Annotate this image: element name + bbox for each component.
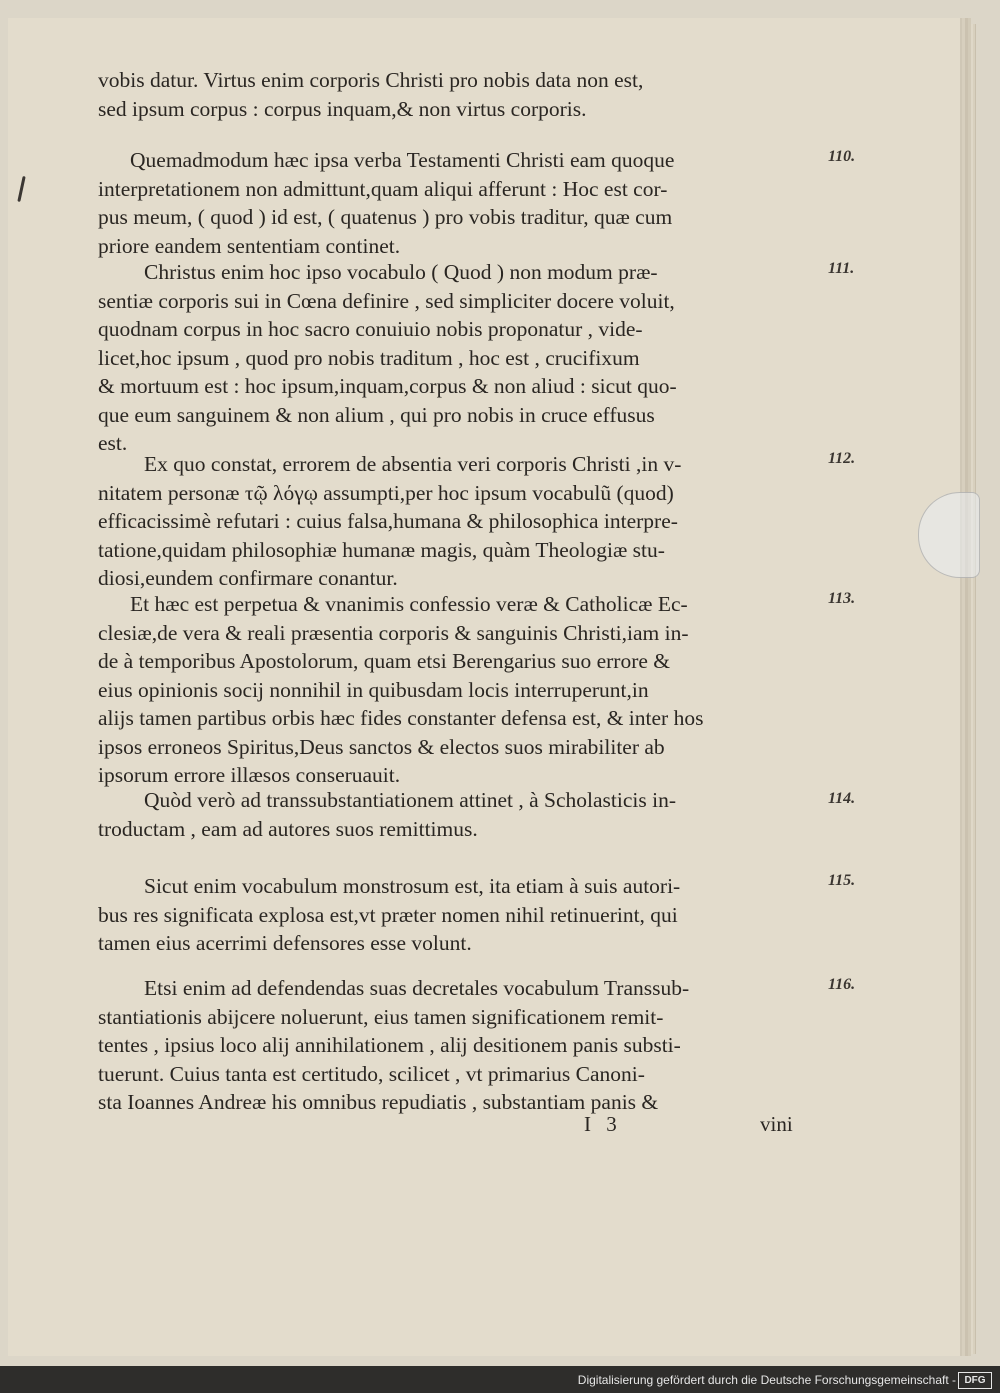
paragraph-110 <box>98 146 798 260</box>
text-line: & mortuum est : hoc ipsum,inquam,corpus & non aliud : sicut quo- <box>98 374 677 398</box>
text-line: priore eandem sententiam continet. <box>98 233 401 258</box>
text-line: Quemadmodum hæc ipsa verba Testamenti Christi eam quoque <box>130 148 675 172</box>
text-line: stantiationis abijcere noluerunt, eius tamen significationem remit- <box>98 1004 664 1029</box>
margin-number-110: 110. <box>828 148 856 165</box>
text-line: troductam , eam ad autores suos remittimus. <box>98 816 478 841</box>
text-line: eius opinionis socij nonnihil in quibusdam locis interruperunt,in <box>98 677 649 702</box>
text-line: ipsorum errore illæsos conseruauit. <box>98 763 401 787</box>
text-line: licet,hoc ipsum , quod pro nobis traditum , hoc est , crucifixum <box>98 345 640 370</box>
text-line: pus meum, ( quod ) id est, ( quatenus ) pro vobis traditur, quæ cum <box>98 205 673 229</box>
text-line: Christus enim hoc ipso vocabulo ( Quod ) non modum præ- <box>144 260 658 284</box>
footer-credit: Digitalisierung gefördert durch die Deutsche Forschungsgemeinschaft - <box>577 1373 956 1387</box>
dfg-logo: DFG <box>958 1372 992 1389</box>
margin-number-111: 111. <box>828 260 855 277</box>
text-line: que eum sanguinem & non alium , qui pro nobis in cruce effusus <box>98 402 655 427</box>
text-line: tentes , ipsius loco alij annihilationem , alij desitionem panis substi- <box>98 1033 681 1057</box>
text-line: Quòd verò ad transsubstantiationem attinet , à Scholasticis in- <box>144 788 677 812</box>
text-line: bus res significata explosa est,vt præter nomen nihil retinuerint, qui <box>98 902 678 927</box>
text-line: alijs tamen partibus orbis hæc fides constanter defensa est, & inter hos <box>98 706 704 730</box>
text-line: de à temporibus Apostolorum, quam etsi Berengarius suo errore & <box>98 649 671 673</box>
text-line: Ex quo constat, errorem de absentia veri corporis Christi ,in v- <box>144 452 682 476</box>
text-line: sed ipsum corpus : corpus inquam,& non virtus corporis. <box>98 96 587 121</box>
text-line: interpretationem non admittunt,quam aliqui afferunt : Hoc est cor- <box>98 176 668 201</box>
text-line: vobis datur. Virtus enim corporis Christi pro nobis data non est, <box>98 68 644 92</box>
catchword: vini <box>760 1112 793 1136</box>
paragraph-115 <box>98 872 798 958</box>
text-line: sta Ioannes Andreæ his omnibus repudiatis , substantiam panis & <box>98 1090 659 1114</box>
paragraph-116 <box>98 974 798 1117</box>
paragraph-111 <box>98 258 798 458</box>
text-line: Sicut enim vocabulum monstrosum est, ita etiam à suis autori- <box>144 874 681 898</box>
text-line: Etsi enim ad defendendas suas decretales vocabulum Transsub- <box>144 976 690 1000</box>
text-line: nitatem personæ τῷ λόγῳ assumpti,per hoc ipsum vocabulũ (quod) <box>98 480 674 505</box>
text-line: ipsos erroneos Spiritus,Deus sanctos & electos suos mirabiliter ab <box>98 734 665 759</box>
paragraph-112 <box>98 450 798 593</box>
paragraph-114 <box>98 786 798 843</box>
text-line: sentiæ corporis sui in Cœna definire , sed simpliciter docere voluit, <box>98 288 675 313</box>
text-line: clesiæ,de vera & reali præsentia corporis & sanguinis Christi,iam in- <box>98 620 689 645</box>
margin-number-116: 116. <box>828 976 856 993</box>
text-line: tuerunt. Cuius tanta est certitudo, scilicet , vt primarius Canoni- <box>98 1061 645 1086</box>
text-line: Et hæc est perpetua & vnanimis confessio veræ & Catholicæ Ec- <box>130 592 688 616</box>
text-line: efficacissimè refutari : cuius falsa,humana & philosophica interpre- <box>98 509 678 533</box>
margin-number-112: 112. <box>828 450 856 467</box>
text-line: tatione,quidam philosophiæ humanæ magis, quàm Theologiæ stu- <box>98 537 665 562</box>
margin-number-115: 115. <box>828 872 856 889</box>
page-edge-stack <box>958 24 976 1354</box>
text-line: est. <box>98 431 128 455</box>
text-line: tamen eius acerrimi defensores esse volunt. <box>98 931 472 955</box>
text-line: diosi,eundem confirmare conantur. <box>98 566 398 590</box>
paragraph-113 <box>98 590 798 790</box>
text-line: quodnam corpus in hoc sacro conuiuio nobis proponatur , vide- <box>98 317 643 341</box>
paragraph-continuation <box>98 66 798 123</box>
margin-number-114: 114. <box>828 790 856 807</box>
margin-number-113: 113. <box>828 590 856 607</box>
signature-mark: I 3 <box>584 1112 617 1136</box>
